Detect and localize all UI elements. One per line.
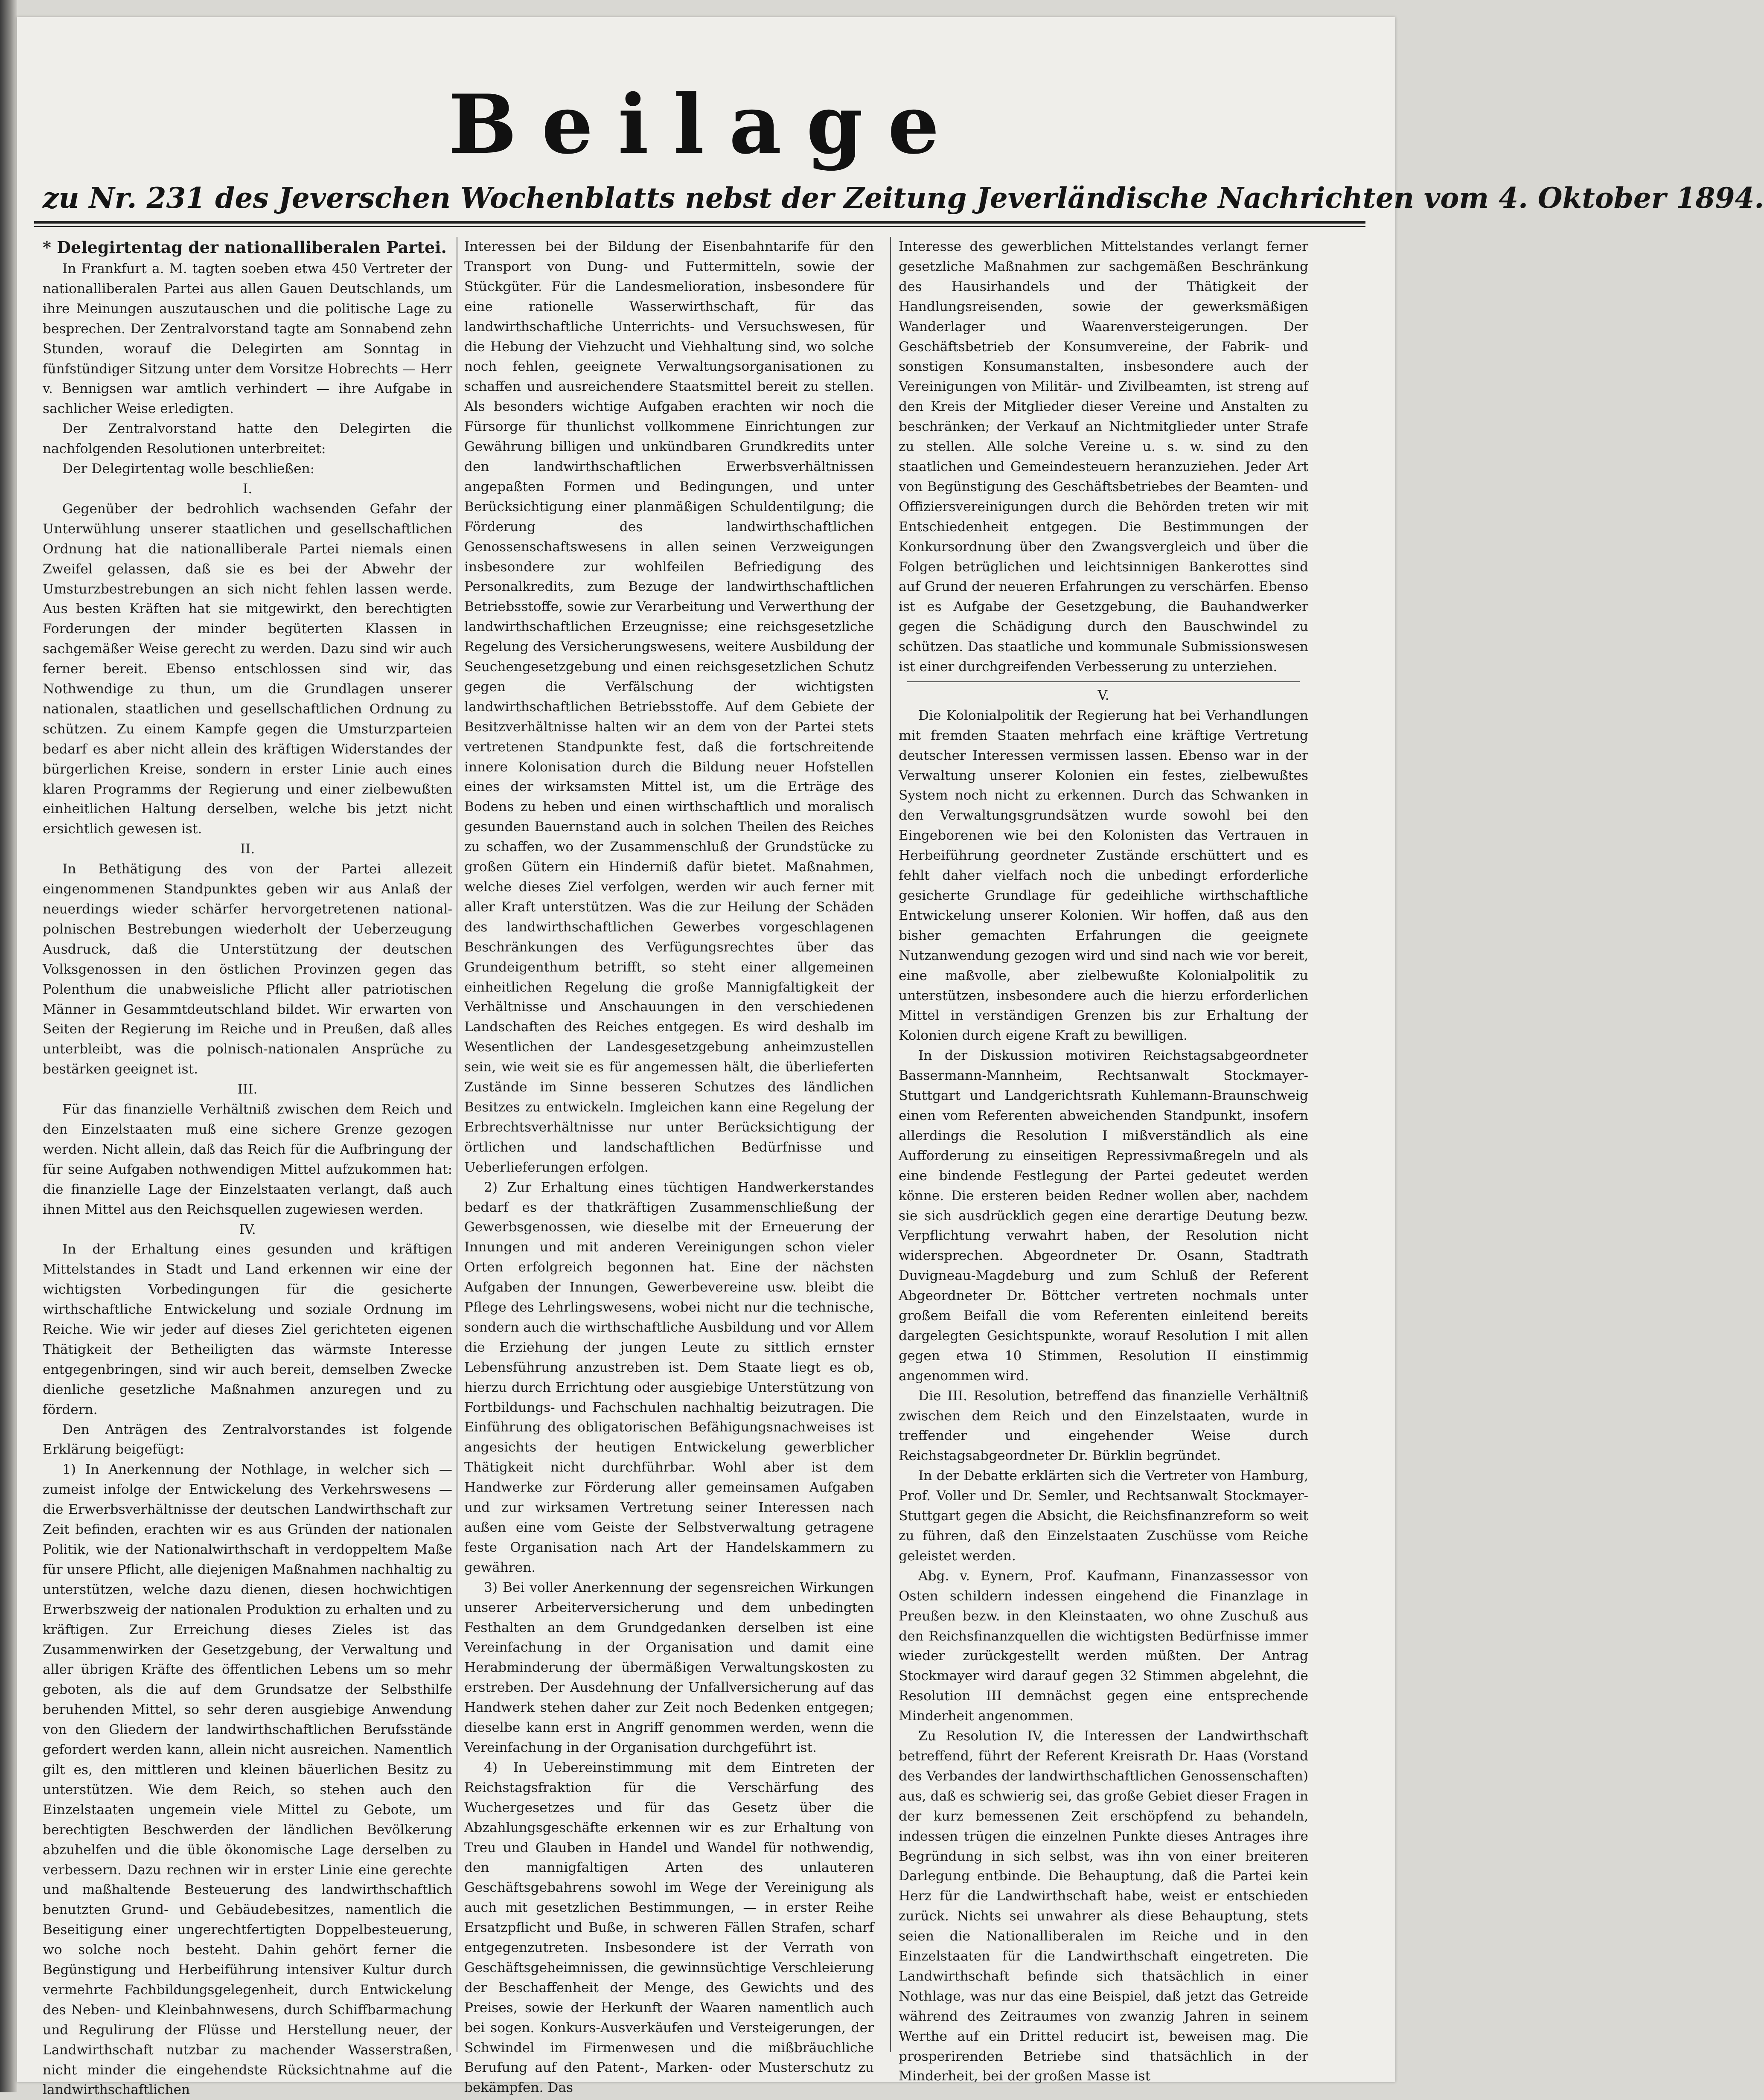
adjacent-page-edge [0,0,17,2092]
article-headline: * Delegirtentag der nationalliberalen Partei. [43,238,447,257]
article-paragraph: Interessen bei der Bildung der Eisenbahntarife für den Transport von Dung- und Futtermitteln, sowie der Stückgüter. Für die Landesmelioration, insbesondere für eine rationelle Wasserwirthschaft, für das landwirthschaftliche Unterrichts- und Versuchswesen, für die Hebung der Viehzucht und Viehhaltung sind, wo solche noch fehlen, geeignete Verwaltungsorganisationen zu schaffen und ausreichendere Staatsmittel bereit zu stellen. Als besonders wichtige Aufgaben erachten wir noch die Fürsorge für thunlichst vollkommene Einrichtungen zur Gewährung billigen und unkündbaren Grundkredits unter den landwirthschaftlichen Erwerbsverhältnissen angepaßten Formen und Bedingungen, und unter Berücksichtigung einer planmäßigen Schuldentilgung; die Förderung des landwirthschaftlichen Genossenschaftswesens in allen seinen Verzweigungen insbesondere zur wohlfeilen Befriedigung des Personalkredits, zum Bezuge der landwirthschaftlichen Betriebsstoffe, sowie zur Verarbeitung und Verwerthung der landwirthschaftlichen Erzeugnisse; eine reichsgesetzliche Regelung des Versicherungswesens, weitere Ausbildung der Seuchengesetzgebung und einen reichsgesetzlichen Schutz gegen die Verfälschung der wichtigsten landwirthschaftlichen Betriebsstoffe. Auf dem Gebiete der Besitzverhältnisse halten wir an dem von der Partei stets vertretenen Standpunkte fest, daß die fortschreitende innere Kolonisation durch die Bildung neuer Hofstellen eines der wirksamsten Mittel ist, um die Erträge des Bodens zu heben und einen wirthschaftlich und moralisch gesunden Bauernstand auch in solchen Theilen des Reiches zu schaffen, wo der Zusammenschluß der Grundstücke zu großen Gütern ein Hinderniß dafür bietet. Maßnahmen, welche dieses Ziel verfolgen, werden wir auch ferner mit aller Kraft unterstützen. Was die zur Heilung der Schäden des landwirthschaftlichen Gewerbes vorgeschlagenen Beschränkungen des Verfügungsrechtes über das Grundeigenthum betrifft, so steht einer allgemeinen einheitlichen Regelung die große Mannigfaltigkeit der Verhältnisse und Anschauungen in den verschiedenen Landschaften des Reiches entgegen. Es wird deshalb im Wesentlichen der Landesgesetzgebung anheimzustellen sein, wie weit sie es für angemessen hält, die überlieferten Zustände im Sinne besseren Schutzes des ländlichen Besitzes zu entwickeln. Imgleichen kann eine Regelung der Erbrechtsverhältnisse nur unter Berücksichtigung der örtlichen und landschaftlichen Bedürfnisse und Ueberlieferungen erfolgen. [464,239,874,1175]
resolution-numeral: I. [242,481,253,497]
article-paragraph: 1) In Anerkennung der Nothlage, in welcher sich — zumeist infolge der Entwickelung des Verkehrswesens — die Erwerbsverhältnisse der deutschen Landwirthschaft zur Zeit befinden, erachten wir es aus Gründen der nationalen Politik, wie der Nationalwirthschaft in verdoppeltem Maße für unsere Pflicht, alle diejenigen Maßnahmen nachhaltig zu unterstützen, welche dazu dienen, diesen hochwichtigen Erwerbszweig der nationalen Produktion zu erhalten und zu kräftigen. Zur Erreichung dieses Zieles ist das Zusammenwirken der Gesetzgebung, der Verwaltung und aller übrigen Kräfte des öffentlichen Lebens um so mehr geboten, als die auf dem Grundsatze der Selbsthilfe beruhenden Mittel, so sehr deren ausgiebige Anwendung von den Gliedern der landwirthschaftlichen Berufsstände gefordert werden kann, allein nicht ausreichen. Namentlich gilt es, den mittleren und kleinen bäuerlichen Besitz zu unterstützen. Wie dem Reich, so stehen auch den Einzelstaaten ungemein viele Mittel zu Gebote, um berechtigten Beschwerden der ländlichen Bevölkerung abzuhelfen und die üble ökonomische Lage derselben zu verbessern. Dazu rechnen wir in erster Linie eine gerechte und maßhaltende Besteuerung des landwirthschaftlich benutzten Grund- und Gebäudebesitzes, namentlich die Beseitigung einer ungerechtfertigten Doppelbesteuerung, wo solche noch besteht. Dahin gehört ferner die Begünstigung und Herbeiführung intensiver Kultur durch vermehrte Fachbildungsgelegenheit, durch Entwickelung des Neben- und Kleinbahnwesens, durch Schiffbarmachung und Regulirung der Flüsse und Herstellung neuer, der Landwirthschaft nutzbar zu machender Wasserstraßen, nicht minder die eingehendste Rücksichtnahme auf die landwirthschaftlichen [43,1462,452,2098]
article-paragraph: 4) In Uebereinstimmung mit dem Eintreten der Reichstagsfraktion für die Verschärfung des Wuchergesetzes und für das Gesetz über die Abzahlungsgeschäfte erkennen wir es zur Erhaltung von Treu und Glauben in Handel und Wandel für nothwendig, den mannigfaltigen Arten des unlauteren Geschäftsgebahrens sowohl im Wege der Vereinigung als auch mit gesetzlichen Bestimmungen, — in erster Reihe Ersatzpflicht und Buße, in schweren Fällen Strafen, scharf entgegenzutreten. Insbesondere ist der Verrath von Geschäftsgeheimnissen, die gewinnsüchtige Verschleierung der Beschaffenheit der Menge, des Gewichts und des Preises, sowie der Herkunft der Waaren namentlich auch bei sogen. Konkurs-Ausverkäufen und Versteigerungen, der Schwindel im Firmenwesen und die mißbräuchliche Berufung auf den Patent-, Marken- oder Musterschutz zu bekämpfen. Das [464,1760,874,2096]
article-paragraph: In der Erhaltung eines gesunden und kräftigen Mittelstandes in Stadt und Land erkennen wir eine der wichtigsten Vorbedingungen für die gesicherte wirthschaftliche Entwickelung und soziale Ordnung im Reiche. Wie wir jeder auf dieses Ziel gerichteten eigenen Thätigkeit der Betheiligten das wärmste Interesse entgegenbringen, sind wir auch bereit, demselben Zwecke dienliche gesetzliche Maßnahmen anzuregen und zu fördern. [43,1242,452,1417]
column-1 [43,237,452,2098]
article-paragraph: 3) Bei voller Anerkennung der segensreichen Wirkungen unserer Arbeiterversicherung und dem unbedingten Festhalten an dem Grundgedanken derselben ist eine Vereinfachung in der Organisation und damit eine Herabminderung der übermäßigen Verwaltungskosten zu erstreben. Der Ausdehnung der Unfallversicherung auf das Handwerk stehen daher zur Zeit noch Bedenken entgegen; dieselbe kann erst in Angriff genommen werden, wenn die Vereinfachung in der Organisation durchgeführt ist. [464,1579,874,1755]
masthead-subtitle: zu Nr. 231 des Jeverschen Wochenblatts nebst der Zeitung Jeverländische Nachrichten vom 4. Oktober 1894. [43,181,1764,215]
resolution-numeral: IV. [239,1222,256,1237]
article-paragraph: Gegenüber der bedrohlich wachsenden Gefahr der Unterwühlung unserer staatlichen und gesellschaftlichen Ordnung hat die nationalliberale Partei niemals einen Zweifel gelassen, daß sie es bei der Abwehr der Umsturzbestrebungen an sich nicht fehlen lassen werde. Aus besten Kräften hat sie mitgewirkt, den berechtigten Forderungen der minder begüterten Klassen in sachgemäßer Weise gerecht zu werden. Dazu sind wir auch ferner bereit. Ebenso entschlossen sind wir, das Nothwendige zu thun, um die Grundlagen unserer nationalen, staatlichen und gesellschaftlichen Ordnung zu schützen. Zu einem Kampfe gegen die Umsturzparteien bedarf es aber nicht allein des kräftigen Widerstandes der bürgerlichen Kreise, sondern in erster Linie auch eines klaren Programms der Regierung und einer zielbewußten einheitlichen Haltung derselben, welche bis jetzt nicht ersichtlich gewesen ist. [43,501,452,837]
resolution-numeral: III. [237,1082,258,1097]
column-divider-2 [890,237,891,2052]
article-paragraph: In Frankfurt a. M. tagten soeben etwa 450 Vertreter der nationalliberalen Partei aus allen Gauen Deutschlands, um ihre Meinungen auszutauschen und die politische Lage zu besprechen. Der Zentralvorstand tagte am Sonnabend zehn Stunden, worauf die Delegirten am Sonntag in fünfstündiger Sitzung unter dem Vorsitze Hobrechts — Herr v. Bennigsen war amtlich verhindert — ihre Aufgabe in sachlicher Weise erledigten. [43,261,452,417]
resolution-numeral: II. [240,841,255,857]
newspaper-page [17,17,1764,2098]
article-paragraph: Die III. Resolution, betreffend das finanzielle Verhältniß zwischen dem Reich und den Einzelstaaten, wurde in treffender und eingehender Weise durch Reichstagsabgeordneter Dr. Bürklin begründet. [899,1388,1308,1464]
article-paragraph: Zu Resolution IV, die Interessen der Landwirthschaft betreffend, führt der Referent Kreisrath Dr. Haas (Vorstand des Verbandes der landwirthschaftlichen Genossenschaften) aus, daß es schwierig sei, das große Gebiet dieser Fragen in der kurz bemessenen Zeit erschöpfend zu behandeln, indessen trügen die einzelnen Punkte dieses Antrages ihre Begründung in sich selbst, was ihn von einer breiteren Darlegung entbinde. Die Behauptung, daß die Partei kein Herz für die Landwirthschaft habe, weist er entschieden zurück. Nichts sei unwahrer als diese Behauptung, stets seien die Nationalliberalen im Reiche und in den Einzelstaaten für die Landwirthschaft eingetreten. Die Landwirthschaft befinde sich thatsächlich in einer Nothlage, was nur das eine Beispiel, daß jetzt das Getreide während des Zeitraumes von zwanzig Jahren in seinem Werthe auf ein Drittel reducirt ist, beweisen mag. Die prosperirenden Betriebe sind thatsächlich in der Minderheit, bei der großen Masse ist [899,1728,1308,2084]
resolution-numeral: V. [1097,687,1109,703]
masthead-title: Beilage [448,77,964,172]
article-paragraph: 2) Zur Erhaltung eines tüchtigen Handwerkerstandes bedarf es der thatkräftigen Zusammenschließung der Gewerbsgenossen, wie dieselbe mit der Erneuerung der Innungen und mit anderen Vereinigungen schon vieler Orten erfolgreich begonnen hat. Eine der nächsten Aufgaben der Innungen, Gewerbevereine usw. bleibt die Pflege des Lehrlingswesens, wobei nicht nur die technische, sondern auch die wirthschaftliche Ausbildung und vor Allem die Erziehung der jungen Leute zu sittlich ernster Lebensführung anzustreben ist. Dem Staate liegt es ob, hierzu durch Errichtung oder ausgiebige Unterstützung von Fortbildungs- und Fachschulen nachhaltig beizutragen. Die Einführung des obligatorischen Befähigungsnachweises ist angesichts der heutigen Entwickelung gewerblicher Thätigkeit nicht durchführbar. Wohl aber ist dem Handwerke zur Förderung aller gemeinsamen Aufgaben und zur wirksamen Vertretung seiner Interessen nach außen eine vom Geiste der Selbstverwaltung getragene feste Organisation nach Art der Handelskammern zu gewähren. [464,1179,874,1575]
column-3 [899,237,1308,2084]
masthead-rule-thin [34,226,1365,227]
article-paragraph: Interesse des gewerblichen Mittelstandes verlangt ferner gesetzliche Maßnahmen zur sachgemäßen Beschränkung des Hausirhandels und der Thätigkeit der Handlungsreisenden, sowie der gewerksmäßigen Wanderlager und Waarenversteigerungen. Der Geschäftsbetrieb der Konsumvereine, der Fabrik- und sonstigen Konsumanstalten, insbesondere auch der Vereinigungen von Militär- und Zivilbeamten, ist streng auf den Kreis der Mitglieder dieser Vereine und Anstalten zu beschränken; der Verkauf an Nichtmitglieder unter Strafe zu stellen. Alle solche Vereine u. s. w. sind zu den staatlichen und Gemeindesteuern heranzuziehen. Jeder Art von Begünstigung des Geschäftsbetriebes der Beamten- und Offiziersvereinigungen durch die Behörden treten wir mit Entschiedenheit entgegen. Die Bestimmungen der Konkursordnung über den Zwangsvergleich und über die Folgen betrüglichen und leichtsinnigen Bankerottes sind auf Grund der neueren Erfahrungen zu verschärfen. Ebenso ist es Aufgabe der Gesetzgebung, die Bauhandwerker gegen die Schädigung durch den Bauschwindel zu schützen. Das staatliche und kommunale Submissionswesen ist einer durchgreifenden Verbesserung zu unterziehen. [899,239,1308,675]
masthead-rule-thick [34,221,1365,224]
article-paragraph: In der Debatte erklärten sich die Vertreter von Hamburg, Prof. Voller und Dr. Semler, und Rechtsanwalt Stockmayer-Stuttgart gegen die Absicht, die Reichsfinanzreform so weit zu führen, daß den Einzelstaaten Zuschüsse vom Reiche geleistet werden. [899,1468,1308,1564]
article-paragraph: Für das finanzielle Verhältniß zwischen dem Reich und den Einzelstaaten muß eine sichere Grenze gezogen werden. Nicht allein, daß das Reich für die Aufbringung der für seine Aufgaben nothwendigen Mittel aufzukommen hat: die finanzielle Lage der Einzelstaaten verlangt, daß auch ihnen Mittel aus den Reichsquellen zugewiesen werden. [43,1102,452,1217]
article-paragraph: Die Kolonialpolitik der Regierung hat bei Verhandlungen mit fremden Staaten mehrfach eine kräftige Vertretung deutscher Interessen vermissen lassen. Ebenso war in der Verwaltung unserer Kolonien ein festes, zielbewußtes System noch nicht zu erkennen. Durch das Schwanken in den Verwaltungsgrundsätzen wurde sowohl bei den Eingeborenen wie bei den Kolonisten das Vertrauen in Herbeiführung geordneter Zustände erschüttert und es fehlt daher vielfach noch die unbedingt erforderliche gesicherte Grundlage für gedeihliche wirthschaftliche Entwickelung unserer Kolonien. Wir hoffen, daß aus den bisher gemachten Erfahrungen die geeignete Nutzanwendung gezogen wird und sind nach wie vor bereit, eine maßvolle, aber zielbewußte Kolonialpolitik zu unterstützen, insbesondere auch die hierzu erforderlichen Mittel in verständigen Grenzen bis zur Erhaltung der Kolonien durch eigene Kraft zu bewilligen. [899,707,1308,1044]
article-paragraph: Der Delegirtentag wolle beschließen: [62,461,315,477]
article-paragraph: Abg. v. Eynern, Prof. Kaufmann, Finanzassessor von Osten schildern indessen eingehend die Finanzlage in Preußen bezw. in den Kleinstaaten, wo ohne Zuschuß aus den Reichsfinanzquellen die wichtigsten Bedürfnisse immer wieder zurückgestellt werden müßten. Der Antrag Stockmayer wird darauf gegen 32 Stimmen abgelehnt, die Resolution III demnächst gegen eine entsprechende Minderheit angenommen. [899,1568,1308,1724]
section-rule [907,681,1300,682]
article-paragraph: Der Zentralvorstand hatte den Delegirten die nachfolgenden Resolutionen unterbreitet: [43,421,452,457]
column-2 [464,237,874,2096]
article-paragraph: Den Anträgen des Zentralvorstandes ist folgende Erklärung beigefügt: [43,1422,452,1457]
article-paragraph: In Bethätigung des von der Partei allezeit eingenommenen Standpunktes geben wir aus Anlaß der neuerdings wieder schärfer hervorgetretenen national-polnischen Bestrebungen wiederholt der Ueberzeugung Ausdruck, daß die Unterstützung der deutschen Volksgenossen in den östlichen Provinzen gegen das Polenthum die unabweisliche Pflicht aller patriotischen Männer in Gesammtdeutschland bildet. Wir erwarten von Seiten der Regierung im Reiche und in Preußen, daß alles unterbleibt, was die polnisch-nationalen Ansprüche zu bestärken geeignet ist. [43,861,452,1077]
article-paragraph: In der Diskussion motiviren Reichstagsabgeordneter Bassermann-Mannheim, Rechtsanwalt Stockmayer-Stuttgart und Landgerichtsrath Kuhlemann-Braunschweig einen vom Referenten abweichenden Standpunkt, insofern allerdings die Resolution I mißverständlich als eine Aufforderung zu einseitigen Repressivmaßregeln und als eine bindende Festlegung der Partei gedeutet werden könne. Die ersteren beiden Redner wollen aber, nachdem sie sich ausdrücklich gegen eine derartige Deutung bezw. Verpflichtung verwahrt haben, der Resolution nicht widersprechen. Abgeordneter Dr. Osann, Stadtrath Duvigneau-Magdeburg und zum Schluß der Referent Abgeordneter Dr. Böttcher vertreten nochmals unter großem Beifall die vom Referenten einleitend bereits dargelegten Gesichtspunkte, worauf Resolution I mit allen gegen etwa 10 Stimmen, Resolution II einstimmig angenommen wird. [899,1048,1308,1384]
